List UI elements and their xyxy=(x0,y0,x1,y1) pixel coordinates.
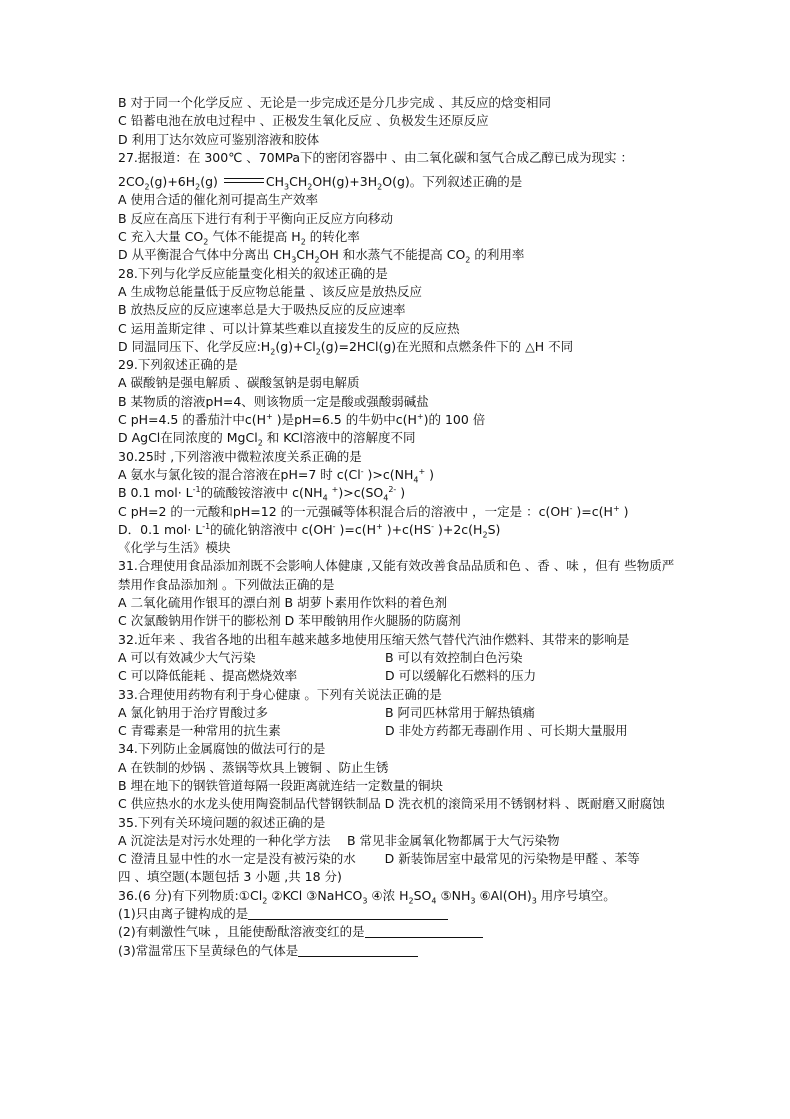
answer-blank-2[interactable] xyxy=(365,925,483,938)
q30-option-b: B 0.1 $mol\cdot L^{-1}$的硫酸铵溶液中 $c(NH_4$ $^+)>c(SO_4^{2-}$ ) xyxy=(118,485,406,503)
q32-option-c: C 可以降低能耗 、提高燃烧效率 xyxy=(118,668,298,684)
q34-option-a: A 在铁制的炒锅 、蒸锅等炊具上镀铜 、防止生锈 xyxy=(118,759,389,775)
q36-part-3-text: (3)常温常压下呈黄绿色的气体是 xyxy=(118,942,299,958)
q31-options-cd: C 次氯酸钠用作饼干的膨松剂 D 苯甲酸钠用作火腿肠的防腐剂 xyxy=(118,613,461,629)
q36-part-2-text: (2)有刺激性气味 ，且能使酚酞溶液变红的是 xyxy=(118,924,365,940)
q31-stem: 31.合理使用食品添加剂既不会影响人体健康 ,又能有效改善食品品质和色 、香 、味 ，但有 些物质严禁用作食品添加剂 。下列做法正确的是 xyxy=(118,558,675,592)
q29-option-b: B 某物质的溶液pH=4、则该物质一定是酸或强酸弱碱盐 xyxy=(118,393,429,409)
q34-stem: 34.下列防止金属腐蚀的做法可行的是 xyxy=(118,741,326,757)
q29-stem: 29.下列叙述正确的是 xyxy=(118,357,238,373)
equilibrium-arrow-icon xyxy=(224,176,264,186)
q36-part-1: (1)只由离子键构成的是 xyxy=(118,905,678,923)
q27-option-a: A 使用合适的催化剂可提高生产效率 xyxy=(118,192,319,208)
q35-stem: 35.下列有关环境问题的叙述正确的是 xyxy=(118,814,326,830)
q32-option-d: D 可以缓解化石燃料的压力 xyxy=(385,668,537,684)
q36-stem: 36.(6 分)有下列物质$:①Cl_2$ ②KCl ③NaHCO$_3$ ④浓 $H_2SO_4$ $⑤NH_3$ $⑥Al(OH)_3$ 用序号填空。 xyxy=(118,887,616,906)
q28-option-b: B 放热反应的反应速率总是大于吸热反应的反应速率 xyxy=(118,302,406,318)
q30-option-c: C pH=2 的一元酸和pH=12 的一元强碱等体积混合后的溶液中 ，一定是 ：c(OH- )=c(H+ ) xyxy=(118,503,629,519)
q27-stem: 27.据报道：在 300℃ 、70MPa下的密闭容器中 、由二氧化碳和氢气合成乙醇已成为现实 ： xyxy=(118,149,633,165)
q30-stem: 30.25时 ,下列溶液中微粒浓度关系正确的是 xyxy=(118,448,362,464)
q26-option-b: B 对于同一个化学反应 、无论是一步完成还是分几步完成 、其反应的焓变相同 xyxy=(118,95,551,110)
q32-stem: 32.近年来 、我省各地的出租车越来越多地使用压缩天然气替代汽油作燃料、其带来的影响是 xyxy=(118,631,630,647)
answer-blank-1[interactable] xyxy=(248,907,448,920)
q34-option-b: B 埋在地下的钢铁管道每隔一段距离就连结一定数量的铜块 xyxy=(118,777,444,793)
q27-option-b: B 反应在高压下进行有利于平衡向正反应方向移动 xyxy=(118,210,394,226)
q32-options-cd xyxy=(118,667,678,685)
section-title-fill-in: 四 、填空题(本题包括 3 小题 ,共 18 分) xyxy=(118,869,342,885)
q36-part-3 xyxy=(118,942,678,960)
q33-stem: 33.合理使用药物有利于身心健康 。下列有关说法正确的是 xyxy=(118,686,442,702)
q30-option-a: A 氨水与氯化铵的混合溶液在pH=7 时 c(Cl- )$>c(NH_4^+$ ) xyxy=(118,466,435,485)
q29-option-a: A 碳酸钠是强电解质 、碳酸氢钠是弱电解质 xyxy=(118,375,360,391)
q27-option-c: C 充入大量 $CO_2$ 气体不能提高 $H_2$ 的转化率 xyxy=(118,229,360,247)
q26-option-d: D 利用丁达尔效应可鉴别溶液和胶体 xyxy=(118,131,320,147)
q30-option-d: D．0.1 $mol\cdot L^{-1}$的硫化钠溶液中 c(OH- )=c(H+ )+c(HS- )$+2c(H_2S)$ xyxy=(118,521,501,540)
exam-page xyxy=(118,94,678,960)
answer-blank-3[interactable] xyxy=(298,944,418,957)
q32-option-b: B 可以有效控制白色污染 xyxy=(385,649,523,665)
q28-option-c: C 运用盖斯定律 、可以计算某些难以直接发生的反应的反应热 xyxy=(118,320,460,336)
q33-option-d: D 非处方药都无毒副作用 、可长期大量服用 xyxy=(385,723,628,739)
q29-option-d: D AgCl在同浓度的 MgCl$_2$ 和 KCl溶液中的溶解度不同 xyxy=(118,430,416,448)
q34-options-cd: C 供应热水的水龙头使用陶瓷制品代替钢铁制品 D 洗衣机的滚筒采用不锈钢材料 、既耐磨又耐腐蚀 xyxy=(118,796,665,812)
q33-options-cd xyxy=(118,722,678,740)
q28-stem: 28.下列与化学反应能量变化相关的叙述正确的是 xyxy=(118,265,388,281)
q29-option-c: C pH=4.5 的番茄汁中c(H+ )是pH=6.5 的牛奶中c(H+)的 100 倍 xyxy=(118,411,486,428)
q27-option-d: D 从平衡混合气体中分离出 $CH_3CH_2OH$ 和水蒸气不能提高 $CO_2$ 的利用率 xyxy=(118,247,525,265)
q28-option-d: D 同温同压下、化学反应$:H_2(g)+Cl_2(g)=2HCl(g)$在光照和点燃条件下的 △H 不同 xyxy=(118,338,574,357)
q35-options-ab: A 沉淀法是对污水处理的一种化学方法 B 常见非金属氧化物都属于大气污染物 xyxy=(118,832,560,848)
q26-option-c: C 铅蓄电池在放电过程中 、正极发生氧化反应 、负极发生还原反应 xyxy=(118,113,489,129)
q36-part-2 xyxy=(118,923,678,941)
q33-option-a: A 氯化钠用于治疗胃酸过多 xyxy=(118,704,269,720)
section-title-chemistry-life: 《化学与生活》模块 xyxy=(118,540,231,556)
q32-option-a: A 可以有效减少大气污染 xyxy=(118,649,256,665)
q28-option-a: A 生成物总能量低于反应物总能量 、该反应是放热反应 xyxy=(118,283,422,299)
q33-options-ab xyxy=(118,704,678,722)
q32-options-ab xyxy=(118,649,678,667)
q33-option-c: C 青霉素是一种常用的抗生素 xyxy=(118,723,281,739)
q27-equation: $2CO_2(g)+6H_2(g)$ $CH_3CH_2OH(g)+3H_2O(g)$。下列叙述正确的是 xyxy=(118,174,523,192)
q35-options-cd: C 澄清且显中性的水一定是没有被污染的水 D 新装饰居室中最常见的污染物是甲醛 、苯等 xyxy=(118,851,640,867)
q33-option-b: B 阿司匹林常用于解热镇痛 xyxy=(385,704,536,720)
q31-options-ab: A 二氧化硫用作银耳的漂白剂 B 胡萝卜素用作饮料的着色剂 xyxy=(118,595,448,611)
